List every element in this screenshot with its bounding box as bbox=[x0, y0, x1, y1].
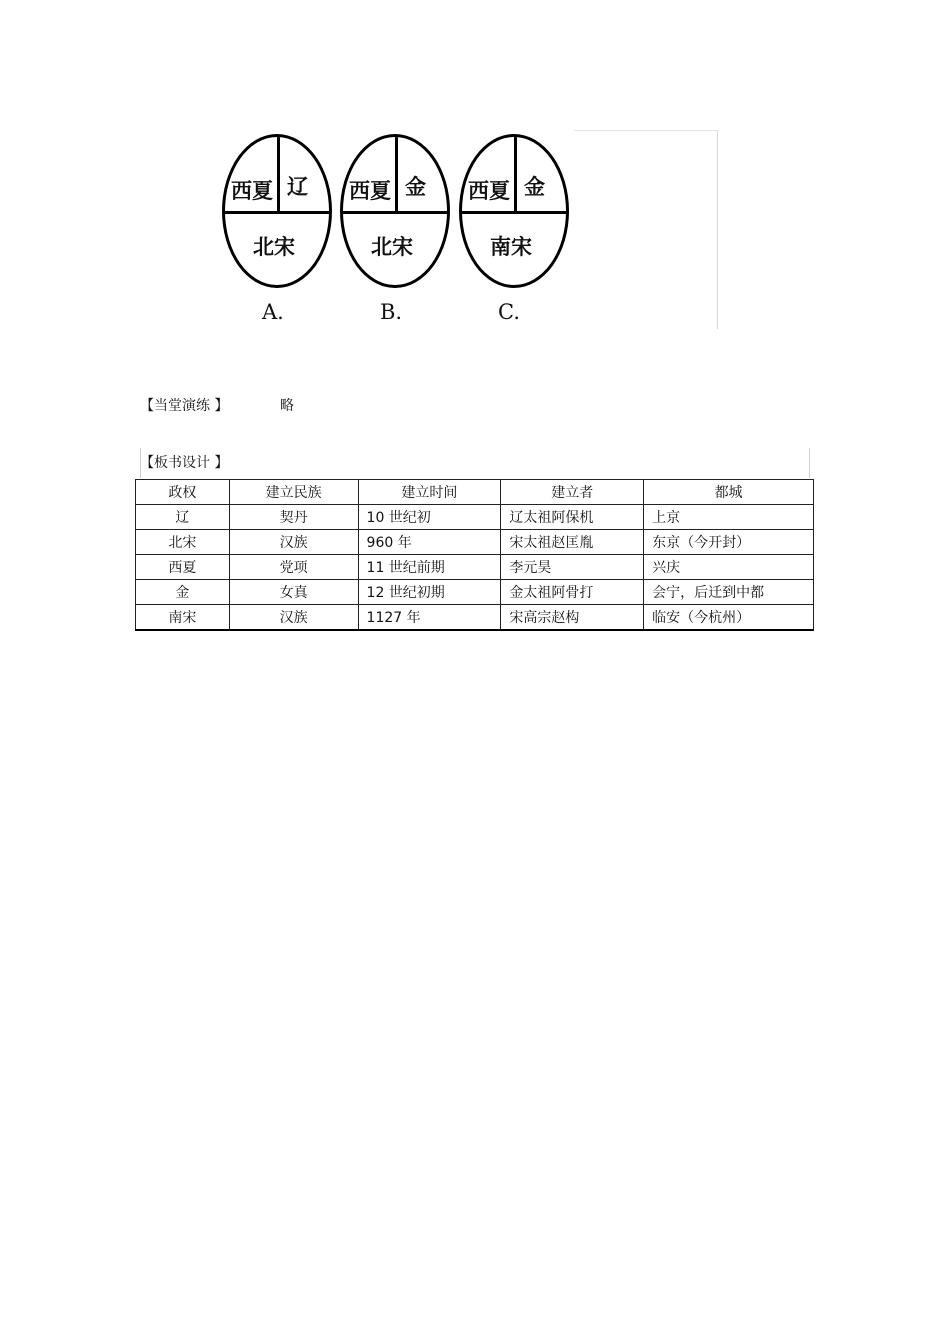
cell-regime: 南宋 bbox=[136, 605, 230, 631]
circle-a-top-right: 辽 bbox=[287, 174, 308, 199]
cell-time: 11 世纪前期 bbox=[358, 555, 501, 580]
cell-ethnicity: 汉族 bbox=[229, 605, 358, 631]
cell-capital: 上京 bbox=[644, 505, 814, 530]
table-row bbox=[136, 605, 814, 631]
cell-regime: 辽 bbox=[136, 505, 230, 530]
cell-founder: 辽太祖阿保机 bbox=[501, 505, 644, 530]
option-b-label: B. bbox=[380, 300, 403, 324]
header-founder: 建立者 bbox=[501, 480, 644, 505]
diagram-circle-b bbox=[340, 134, 450, 288]
circle-c-top-left: 西夏 bbox=[468, 178, 510, 203]
cell-capital: 东京（今开封） bbox=[644, 530, 814, 555]
practice-heading: 【当堂演练 】 bbox=[140, 398, 229, 414]
cell-founder: 金太祖阿骨打 bbox=[501, 580, 644, 605]
circle-b-top-right: 金 bbox=[405, 174, 426, 199]
cell-capital: 临安（今杭州） bbox=[644, 605, 814, 631]
cell-time: 1127 年 bbox=[358, 605, 501, 631]
circle-a-bottom: 北宋 bbox=[253, 234, 295, 259]
cell-ethnicity: 契丹 bbox=[229, 505, 358, 530]
cell-ethnicity: 汉族 bbox=[229, 530, 358, 555]
header-time: 建立时间 bbox=[358, 480, 501, 505]
cell-ethnicity: 女真 bbox=[229, 580, 358, 605]
circle-b-top-left: 西夏 bbox=[349, 178, 391, 203]
circle-b-bottom: 北宋 bbox=[371, 234, 413, 259]
cell-time: 960 年 bbox=[358, 530, 501, 555]
table-row bbox=[136, 505, 814, 530]
cell-founder: 李元昊 bbox=[501, 555, 644, 580]
cell-capital: 会宁，后迁到中都 bbox=[644, 580, 814, 605]
cell-time: 10 世纪初 bbox=[358, 505, 501, 530]
circle-a-top-left: 西夏 bbox=[231, 178, 273, 203]
table-row bbox=[136, 530, 814, 555]
header-regime: 政权 bbox=[136, 480, 230, 505]
figure-frame bbox=[574, 130, 718, 329]
circle-c-bottom: 南宋 bbox=[490, 234, 532, 259]
board-heading: 【板书设计 】 bbox=[140, 455, 229, 471]
cell-time: 12 世纪初期 bbox=[358, 580, 501, 605]
header-capital: 都城 bbox=[644, 480, 814, 505]
board-table bbox=[135, 479, 814, 631]
cell-regime: 金 bbox=[136, 580, 230, 605]
diagram-circle-c bbox=[459, 134, 569, 288]
header-ethnicity: 建立民族 bbox=[229, 480, 358, 505]
option-a-label: A. bbox=[262, 300, 284, 324]
cell-regime: 西夏 bbox=[136, 555, 230, 580]
diagram-circle-a bbox=[222, 134, 332, 288]
cell-capital: 兴庆 bbox=[644, 555, 814, 580]
option-c-label: C. bbox=[498, 300, 520, 324]
table-header-row bbox=[136, 480, 814, 505]
cell-regime: 北宋 bbox=[136, 530, 230, 555]
cell-ethnicity: 党项 bbox=[229, 555, 358, 580]
table-row bbox=[136, 580, 814, 605]
circle-c-top-right: 金 bbox=[524, 174, 545, 199]
cell-founder: 宋太祖赵匡胤 bbox=[501, 530, 644, 555]
practice-value: 略 bbox=[280, 398, 294, 414]
cell-founder: 宋高宗赵构 bbox=[501, 605, 644, 631]
board-section-frame bbox=[140, 448, 810, 478]
table-row bbox=[136, 555, 814, 580]
